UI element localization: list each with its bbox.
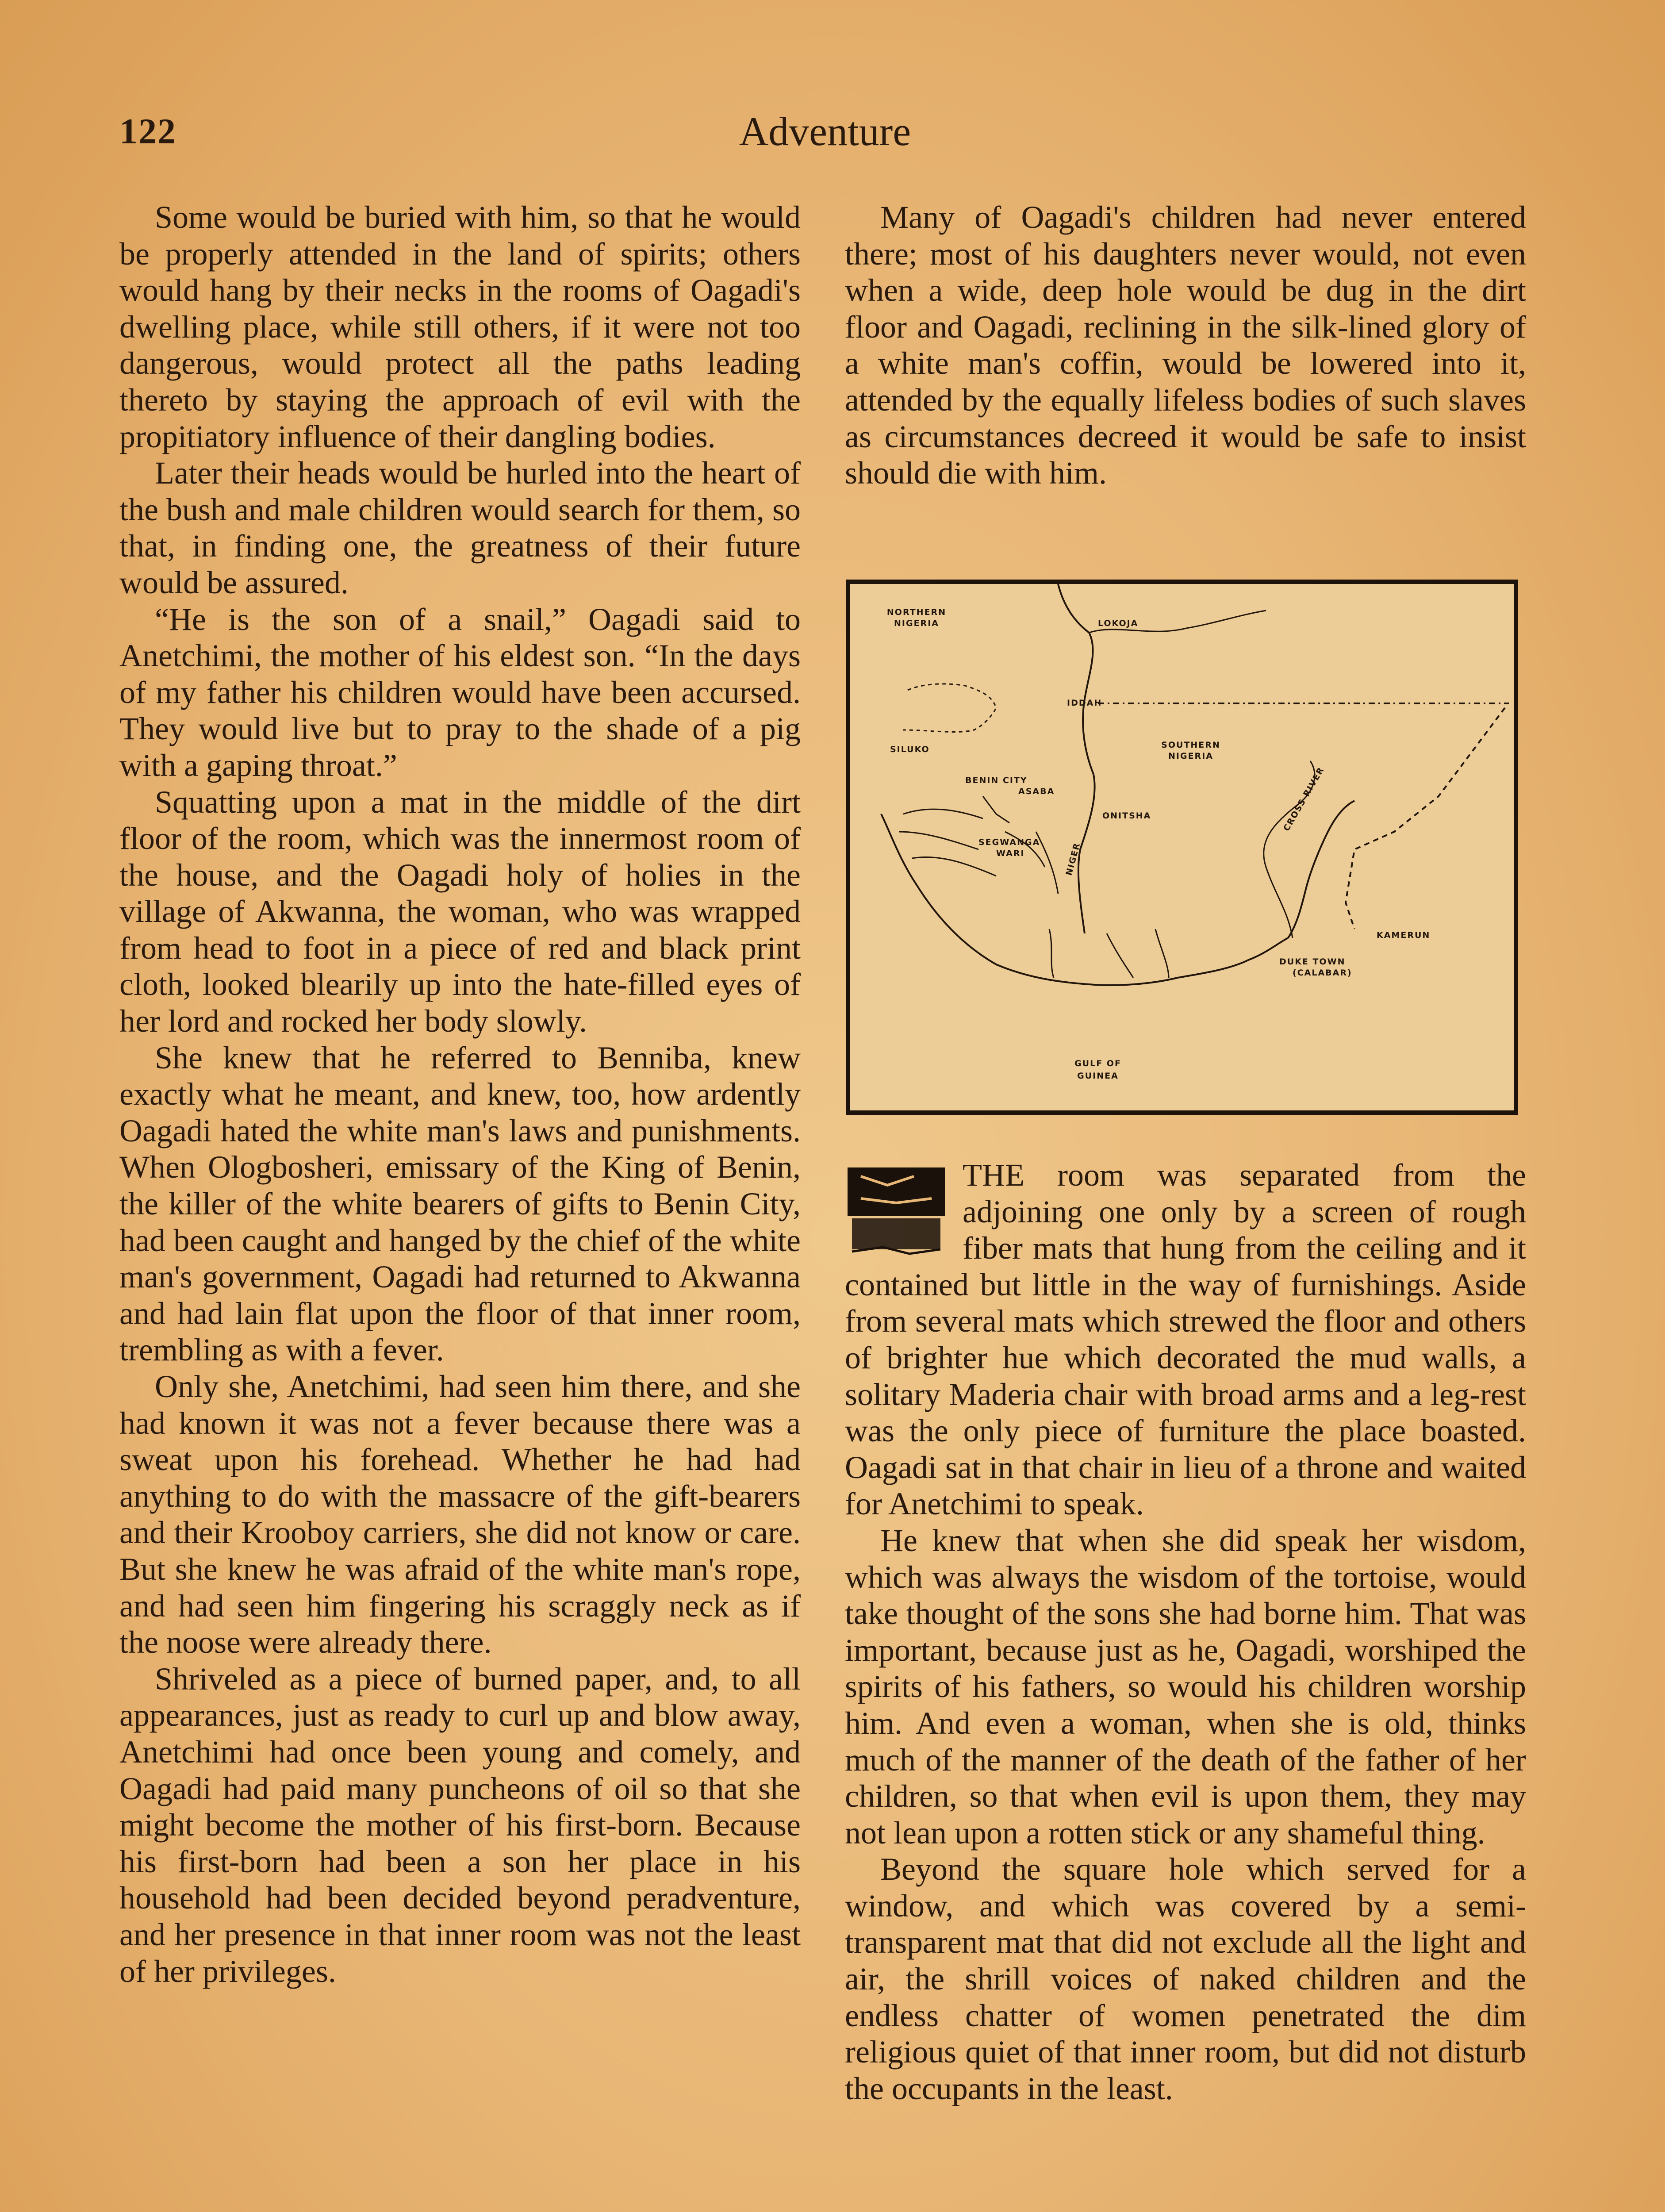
page-number: 122	[119, 111, 176, 151]
map-label-guinea: GUINEA	[1077, 1071, 1119, 1081]
paragraph: Shriveled as a piece of burned paper, and, to all appearances, just as ready to curl up and blow away, Anetchimi had once been young and comely, and Oagadi had paid many puncheons of oil so that she might become the mother of his first-born. Because his first-born had been a son her place in his household had been decided beyond peradventure, and her presence in that inner room was not the least of her privileges.	[119, 1661, 801, 1989]
map-label-nigeria: NIGERIA	[894, 618, 939, 628]
map-label-calabar: (CALABAR)	[1293, 968, 1352, 978]
paragraph: Squatting upon a mat in the middle of the dirt floor of the room, which was the innermost room of the house, and the Oagadi holy of holies in the village of Akwanna, the woman, who was wrapped from head to foot in a piece of red and black print cloth, looked blearily up into the hate-filled eyes of her lord and rocked her body slowly.	[119, 784, 801, 1039]
paragraph: Later their heads would be hurled into the heart of the bush and male children would search for them, so that, in finding one, the greatness of their future would be assured.	[119, 455, 801, 600]
left-column	[119, 199, 801, 1989]
paragraph: He knew that when she did speak her wisdom, which was always the wisdom of the tortoise, would take thought of the sons she had borne him. That was important, because just as he, Oagadi, worshiped the spirits of his fathers, so would his children worship him. And even a woman, when she is old, thinks much of the manner of the death of the father of her children, so that when evil is upon them, they may not lean upon a rotten stick or any shameful thing.	[845, 1522, 1526, 1851]
right-column-top	[845, 199, 1526, 492]
niger-river	[1058, 584, 1095, 933]
paragraph: Many of Oagadi's children had never entered there; most of his daughters never would, not even when a wide, deep hole would be dug in the dirt floor and Oagadi, reclining in the silk-lined glory of a white man's coffin, would be lowered into it, attended by the equally lifeless bodies of such slaves as circumstances decreed it would be safe to insist should die with him.	[845, 200, 1526, 491]
map-label-wari: WARI	[996, 849, 1025, 858]
paragraph: She knew that he referred to Benniba, knew exactly what he meant, and knew, too, how ardently Oagadi hated the white man's laws and punishments. When Ologbosheri, emissary of the King of Benin, the killer of the white bearers of gifts to Benin City, had been caught and hanged by the chief of the white man's government, Oagadi had returned to Akwanna and had lain flat upon the floor of that inner room, trembling as with a fever.	[119, 1040, 801, 1368]
map-label-southern: SOUTHERN	[1161, 740, 1220, 750]
map-label-iddah: IDDAH	[1067, 698, 1102, 708]
map-label-segwanga: SEGWANGA	[978, 837, 1040, 847]
right-column-bottom	[845, 1157, 1526, 2107]
drop-cap-ornament	[843, 1159, 954, 1265]
map-label-siluko: SILUKO	[890, 745, 930, 754]
paragraph: THE room was separated from the adjoining one only by a screen of rough fiber mats that hung from the ceiling and it contained but little in the way of furnishings. Aside from several mats which strewed the floor and others of brighter hue which decorated the mud walls, a solitary Maderia chair with broad arms and a leg-rest was the only piece of furniture the place boasted. Oagadi sat in that chair in lieu of a throne and waited for Anetchimi to speak.	[845, 1157, 1526, 1522]
paragraph: Some would be buried with him, so that he would be properly attended in the land of spirits; others would hang by their necks in the rooms of Oagadi's dwelling place, while still others, if it were not too dangerous, would protect all the paths leading thereto by staying the approach of evil with the propitiatory influence of their dangling bodies.	[119, 200, 801, 454]
map-label-southern-nigeria: NIGERIA	[1168, 751, 1213, 761]
eastern-boundary	[1346, 708, 1505, 929]
map-label-kamerun: KAMERUN	[1377, 930, 1431, 940]
map-label-onitsha: ONITSHA	[1102, 811, 1151, 821]
map-label-cross-river: CROSS RIVER	[1281, 765, 1327, 833]
map-label-northern: NORTHERN	[886, 607, 947, 617]
paragraph: Only she, Anetchimi, had seen him there, and she had known it was not a fever because there was a sweat upon his forehead. Whether he had had anything to do with the massacre of the gift-bearers and their Krooboy carriers, she did not know or care. But she knew he was afraid of the white man's rope, and had seen him fingering his scraggly neck as if the noose were already there.	[119, 1369, 801, 1660]
page-header	[119, 111, 1531, 164]
western-boundary	[903, 684, 996, 732]
running-title: Adventure	[739, 109, 911, 154]
paragraph: Beyond the square hole which served for a window, and which was covered by a semi-transparent mat that did not exclude all the light and air, the shrill voices of naked children and the endless chatter of women penetrated the dim religious quiet of that inner room, but did not disturb the occupants in the least.	[845, 1851, 1526, 2106]
map-label-benin-city: BENIN CITY	[965, 776, 1028, 785]
coastline	[881, 814, 1288, 985]
map-label-niger: NIGER	[1064, 841, 1082, 877]
map-label-duke-town: DUKE TOWN	[1279, 957, 1346, 967]
map-label-gulf: GULF OF	[1074, 1059, 1121, 1068]
map-label-asaba: ASABA	[1018, 787, 1055, 796]
coastline-east	[1288, 801, 1354, 938]
map-label-lokoja: LOKOJA	[1098, 618, 1139, 628]
paragraph: “He is the son of a snail,” Oagadi said to Anetchimi, the mother of his eldest son. “In the days of my father his children would have been accursed. They would live but to pray to the shade of a pig with a gaping throat.”	[119, 601, 801, 783]
map-illustration	[846, 580, 1518, 1115]
delta-streams	[1049, 929, 1169, 978]
map-drawing	[850, 584, 1514, 1110]
